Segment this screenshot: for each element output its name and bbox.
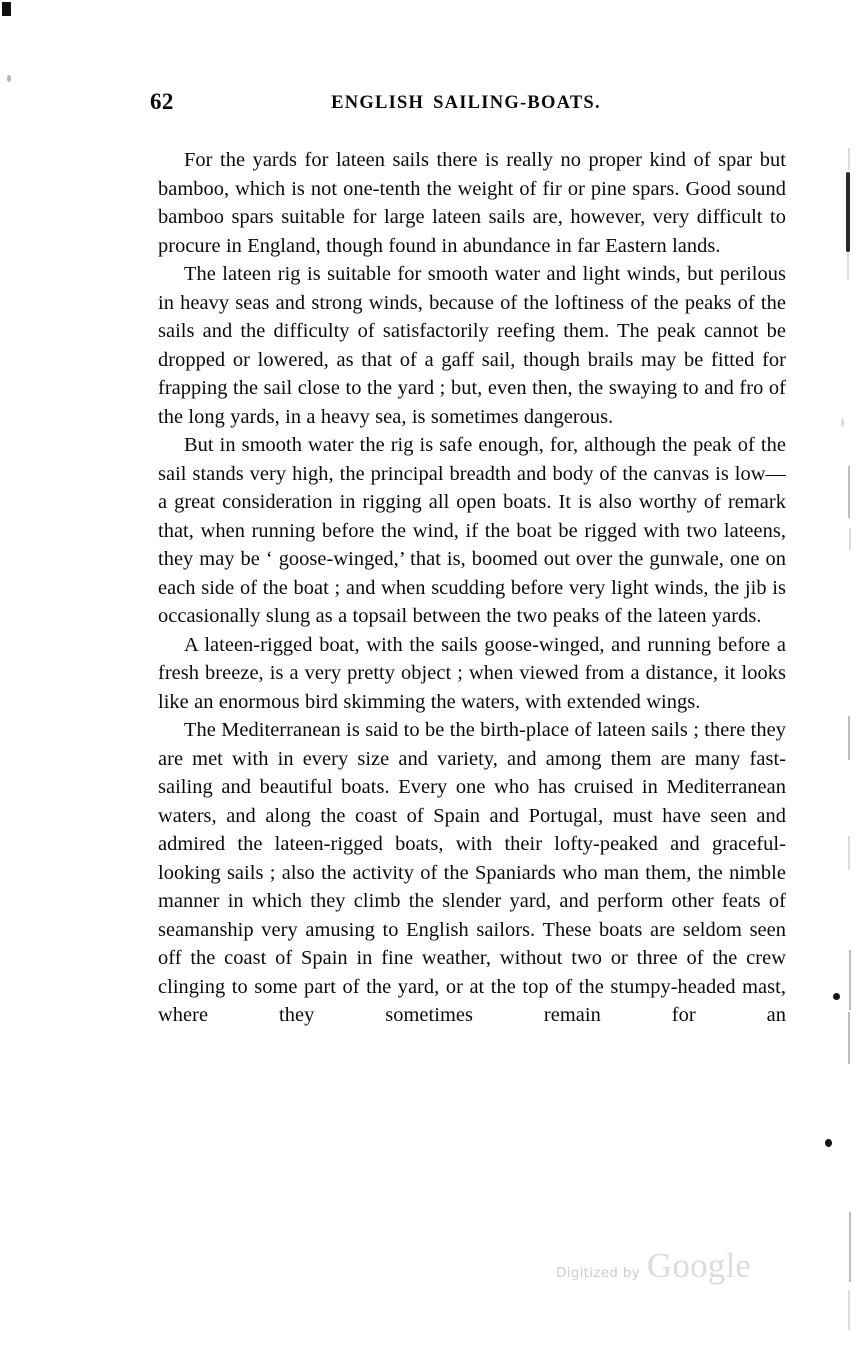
scan-edge-mark bbox=[848, 1290, 850, 1330]
paragraph: A lateen-rigged boat, with the sails goose-winged, and running before a fresh breeze, is a very pretty object ; when viewed from a distance, it looks like an enormous bird skimming the waters, with extended wings. bbox=[158, 633, 786, 713]
scan-edge-mark bbox=[848, 1012, 850, 1064]
scan-edge-mark bbox=[848, 836, 850, 870]
watermark-brand: Google bbox=[646, 1246, 752, 1285]
scan-edge-mark bbox=[848, 716, 850, 760]
body-text-block bbox=[158, 146, 786, 1030]
scan-edge-mark bbox=[849, 950, 851, 1010]
scan-edge-mark bbox=[846, 172, 850, 252]
scan-edge-mark bbox=[847, 252, 849, 280]
scan-edge-mark bbox=[848, 148, 850, 170]
scan-speck bbox=[841, 418, 844, 427]
watermark-prefix: Digitized by bbox=[556, 1265, 640, 1281]
paragraph: The lateen rig is suitable for smooth water and light winds, but perilous in heavy seas and strong winds, because of the loftiness of the peaks of the sails and the difficulty of satisfactorily reefing them. The peak cannot be dropped or lowered, as that of a gaff sail, though brails may be fitted for frapping the sail close to the yard ; but, even then, the swaying to and fro of the long yards, in a heavy sea, is sometimes dangerous. bbox=[158, 263, 786, 428]
paragraph: The Mediterranean is said to be the birth-place of lateen sails ; there they are met with in every size and variety, and among them are many fast-sailing and beautiful boats. Every one who has cruised in Mediterranean waters, and along the coast of Spain and Portugal, must have seen and admired the lateen-rigged boats, with their lofty-peaked and graceful-looking sails ; also the activity of the Spaniards who man them, the nimble manner in which they climb the slender yard, and perform other feats of seamanship very amusing to English sailors. These boats are seldom seen off the coast of Spain in fine weather, without two or three of the crew clinging to some part of the yard, or at the top of the stumpy-headed mast, where they sometimes remain for an bbox=[158, 719, 786, 1026]
scan-edge-mark bbox=[849, 1212, 851, 1282]
running-head bbox=[150, 88, 786, 118]
scan-speck bbox=[825, 1139, 832, 1147]
scan-artifact-corner bbox=[2, 2, 11, 16]
scan-edge-mark bbox=[849, 528, 851, 550]
scan-speck bbox=[833, 993, 840, 1000]
running-head-title: ENGLISH SAILING-BOATS. bbox=[331, 93, 601, 113]
page-number: 62 bbox=[150, 89, 174, 114]
scan-edge-mark bbox=[848, 466, 850, 518]
paragraph: But in smooth water the rig is safe enough, for, although the peak of the sail stands very high, the principal breadth and body of the canvas is low—a great consideration in rigging all open boats. It is also worthy of remark that, when running before the wind, if the boat be rigged with two lateens, they may be ‘ goose-winged,’ that is, boomed out over the gunwale, one on each side of the boat ; and when scudding before very light winds, the jib is occasionally slung as a topsail between the two peaks of the lateen yards. bbox=[158, 434, 786, 627]
digitization-watermark bbox=[556, 1248, 751, 1284]
paragraph: For the yards for lateen sails there is really no proper kind of spar but bamboo, which is not one-tenth the weight of fir or pine spars. Good sound bamboo spars suitable for large lateen sails are, however, very difficult to procure in England, though found in abundance in far Eastern lands. bbox=[158, 149, 786, 257]
scan-speck bbox=[7, 75, 11, 82]
